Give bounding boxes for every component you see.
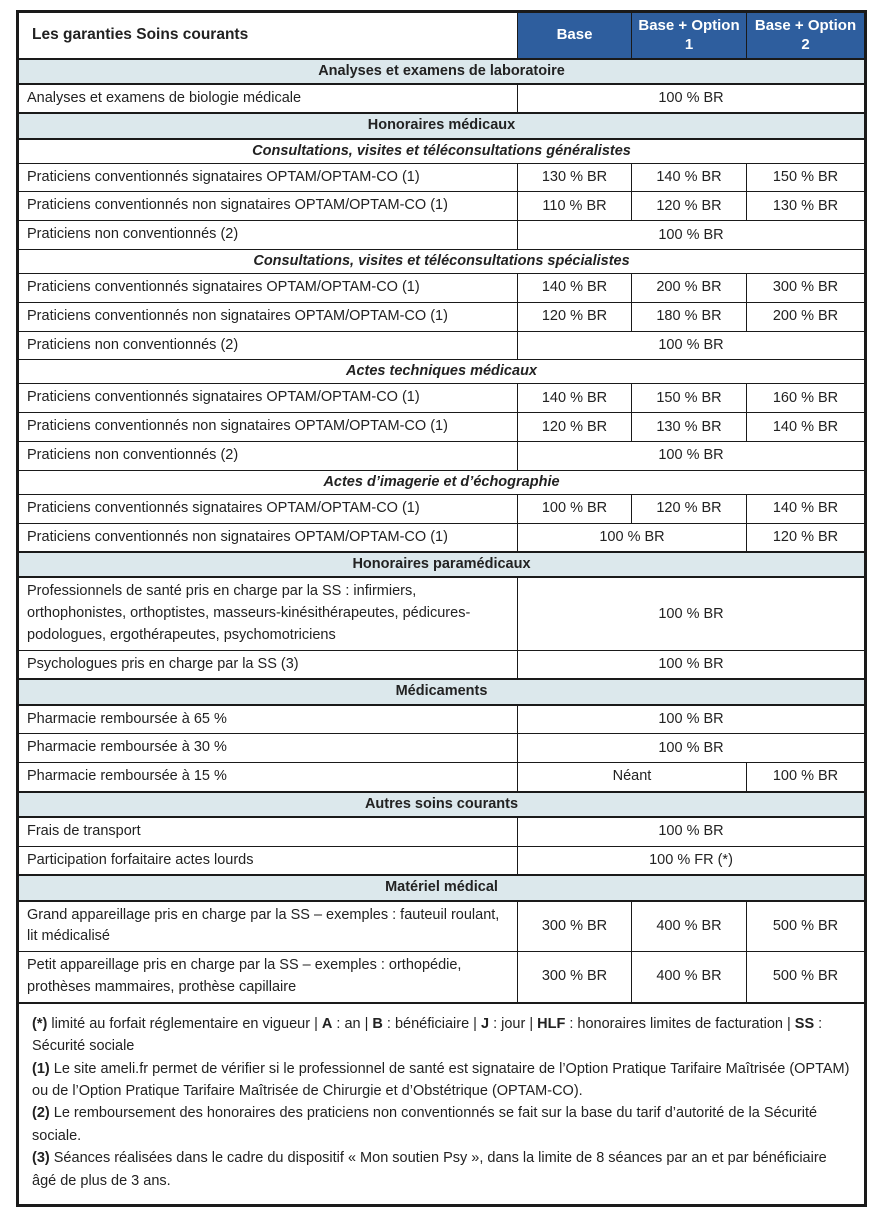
section-header-row (18, 679, 866, 704)
benefit-value: 160 % BR (747, 384, 866, 413)
benefit-label: Praticiens conventionnés signataires OPTAM/OPTAM-CO (1) (18, 384, 518, 413)
benefit-label: Participation forfaitaire actes lourds (18, 846, 518, 875)
benefit-row (18, 221, 866, 250)
footnotes-row (18, 1003, 866, 1206)
benefit-label: Praticiens conventionnés non signataires OPTAM/OPTAM-CO (1) (18, 413, 518, 442)
benefit-row (18, 441, 866, 470)
benefit-value: 100 % BR (518, 705, 866, 734)
benefit-value: 100 % BR (518, 817, 866, 846)
benefit-row (18, 331, 866, 360)
benefit-row (18, 523, 866, 552)
section-header-label: Médicaments (18, 679, 866, 704)
benefit-label: Petit appareillage pris en charge par la SS – exemples : orthopédie, prothèses mammaires, prothèse capillaire (18, 952, 518, 1003)
benefit-row (18, 817, 866, 846)
footnote-line: (3) Séances réalisées dans le cadre du dispositif « Mon soutien Psy », dans la limite de 8 séances par an et par bénéficiaire âgé de plus de 3 ans. (32, 1150, 827, 1189)
benefit-label: Analyses et examens de biologie médicale (18, 84, 518, 114)
benefit-value: 100 % BR (518, 577, 866, 650)
benefit-value: Néant (518, 763, 747, 792)
section-header-label: Matériel médical (18, 875, 866, 900)
table-title: Les garanties Soins courants (18, 12, 518, 59)
benefit-row (18, 846, 866, 875)
benefit-row (18, 494, 866, 523)
benefit-value: 120 % BR (518, 413, 632, 442)
subsection-header-row (18, 360, 866, 384)
footnote-line: (1) Le site ameli.fr permet de vérifier si le professionnel de santé est signataire de l’Option Pratique Tarifaire Maîtrisée (OPTAM) ou de l’Option Pratique Tarifaire Maîtrisée de Chirurgie et d’Obstétrique (OPTAM-CO). (32, 1060, 850, 1099)
benefit-value: 120 % BR (518, 302, 632, 331)
benefit-label: Pharmacie remboursée à 15 % (18, 763, 518, 792)
benefit-value: 150 % BR (747, 163, 866, 192)
benefit-value: 500 % BR (747, 952, 866, 1003)
benefit-value: 100 % BR (518, 84, 866, 114)
benefit-row (18, 705, 866, 734)
benefit-label: Professionnels de santé pris en charge par la SS : infirmiers, orthophonistes, orthoptistes, masseurs-kinésithérapeutes, pédicures-podologues, ergothérapeutes, psychomotriciens (18, 577, 518, 650)
benefit-value: 120 % BR (632, 192, 747, 221)
benefit-value: 140 % BR (747, 494, 866, 523)
benefit-label: Praticiens conventionnés signataires OPTAM/OPTAM-CO (1) (18, 494, 518, 523)
benefit-value: 100 % BR (518, 221, 866, 250)
benefit-value: 120 % BR (747, 523, 866, 552)
benefit-value: 100 % BR (747, 763, 866, 792)
benefit-value: 100 % FR (*) (518, 846, 866, 875)
benefit-label: Praticiens non conventionnés (2) (18, 331, 518, 360)
benefit-value: 150 % BR (632, 384, 747, 413)
benefit-label: Praticiens conventionnés non signataires OPTAM/OPTAM-CO (1) (18, 302, 518, 331)
subsection-header-row (18, 249, 866, 273)
benefit-label: Psychologues pris en charge par la SS (3) (18, 650, 518, 679)
garanties-table (16, 10, 867, 1207)
section-header-row (18, 59, 866, 84)
footnote-line: (*) limité au forfait réglementaire en vigueur | A : an | B : bénéficiaire | J : jour | HLF : honoraires limites de facturation | SS : Sécurité sociale (32, 1015, 823, 1055)
benefit-value: 400 % BR (632, 901, 747, 952)
benefit-value: 120 % BR (632, 494, 747, 523)
benefit-row (18, 734, 866, 763)
benefit-label: Praticiens conventionnés signataires OPTAM/OPTAM-CO (1) (18, 163, 518, 192)
benefit-value: 140 % BR (518, 274, 632, 303)
column-header-base: Base (518, 12, 632, 59)
benefit-row (18, 192, 866, 221)
benefit-value: 100 % BR (518, 441, 866, 470)
benefit-label: Praticiens conventionnés non signataires OPTAM/OPTAM-CO (1) (18, 192, 518, 221)
benefit-value: 130 % BR (518, 163, 632, 192)
benefit-label: Grand appareillage pris en charge par la SS – exemples : fauteuil roulant, lit médicalisé (18, 901, 518, 952)
benefit-row (18, 650, 866, 679)
header-row (18, 12, 866, 59)
benefit-label: Pharmacie remboursée à 65 % (18, 705, 518, 734)
subsection-header-row (18, 139, 866, 164)
benefit-row (18, 577, 866, 650)
benefit-row (18, 163, 866, 192)
section-header-label: Honoraires paramédicaux (18, 552, 866, 577)
benefit-label: Pharmacie remboursée à 30 % (18, 734, 518, 763)
section-header-row (18, 552, 866, 577)
benefit-value: 100 % BR (518, 734, 866, 763)
table-body (18, 59, 866, 1003)
benefit-label: Praticiens conventionnés signataires OPTAM/OPTAM-CO (1) (18, 274, 518, 303)
subsection-header-label: Actes d’imagerie et d’échographie (18, 470, 866, 494)
benefit-row (18, 302, 866, 331)
benefit-label: Praticiens conventionnés non signataires OPTAM/OPTAM-CO (1) (18, 523, 518, 552)
benefit-label: Praticiens non conventionnés (2) (18, 221, 518, 250)
benefit-row (18, 901, 866, 952)
section-header-label: Analyses et examens de laboratoire (18, 59, 866, 84)
benefit-value: 140 % BR (747, 413, 866, 442)
column-header-base-option-1: Base + Option 1 (632, 12, 747, 59)
benefit-label: Frais de transport (18, 817, 518, 846)
benefit-row (18, 84, 866, 114)
benefit-value: 100 % BR (518, 650, 866, 679)
benefit-value: 130 % BR (747, 192, 866, 221)
benefit-value: 300 % BR (518, 901, 632, 952)
section-header-row (18, 792, 866, 817)
benefit-value: 200 % BR (747, 302, 866, 331)
section-header-row (18, 875, 866, 900)
benefit-row (18, 763, 866, 792)
section-header-label: Honoraires médicaux (18, 113, 866, 138)
section-header-row (18, 113, 866, 138)
subsection-header-label: Consultations, visites et téléconsultations spécialistes (18, 249, 866, 273)
benefit-label: Praticiens non conventionnés (2) (18, 441, 518, 470)
benefit-row (18, 413, 866, 442)
benefit-row (18, 952, 866, 1003)
benefit-value: 300 % BR (518, 952, 632, 1003)
benefit-value: 130 % BR (632, 413, 747, 442)
benefit-value: 400 % BR (632, 952, 747, 1003)
subsection-header-row (18, 470, 866, 494)
benefit-row (18, 274, 866, 303)
benefit-value: 500 % BR (747, 901, 866, 952)
benefit-value: 140 % BR (518, 384, 632, 413)
subsection-header-label: Consultations, visites et téléconsultations généralistes (18, 139, 866, 164)
benefit-value: 100 % BR (518, 494, 632, 523)
benefit-value: 140 % BR (632, 163, 747, 192)
benefit-value: 100 % BR (518, 523, 747, 552)
benefit-value: 200 % BR (632, 274, 747, 303)
benefit-row (18, 384, 866, 413)
column-header-base-option-2: Base + Option 2 (747, 12, 866, 59)
benefit-value: 110 % BR (518, 192, 632, 221)
footnote-line: (2) Le remboursement des honoraires des praticiens non conventionnés se fait sur la base du tarif d’autorité de la Sécurité sociale. (32, 1105, 818, 1144)
subsection-header-label: Actes techniques médicaux (18, 360, 866, 384)
benefit-value: 300 % BR (747, 274, 866, 303)
footnotes (18, 1003, 866, 1206)
section-header-label: Autres soins courants (18, 792, 866, 817)
benefit-value: 180 % BR (632, 302, 747, 331)
benefit-value: 100 % BR (518, 331, 866, 360)
